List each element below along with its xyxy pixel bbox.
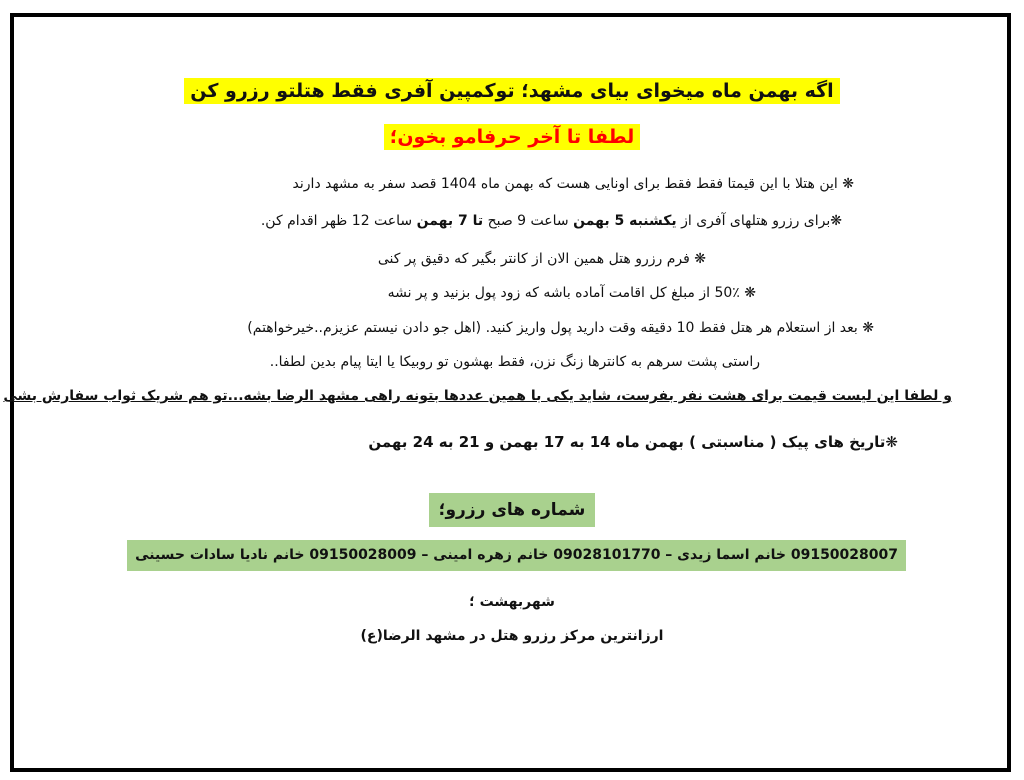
headline: اگه بهمن ماه میخوای بیای مشهد؛ توکمپین آفری فقط هتلتو رزرو کن [184,78,839,104]
footer-tagline: ارزانترین مرکز رزرو هتل در مشهد الرضا(ع) [360,628,664,644]
subheadline-row [0,126,1024,149]
share-request: و لطفا این لیست قیمت برای هشت نفر بفرست، شاید یکی با همین عددها بتونه راهی مشهد الرضا بشه...تو هم شریک ثواب سفارش بشی [3,388,952,404]
contacts-title-row [0,500,1024,520]
bullet-1: ❋ این هتلا با این قیمتا فقط فقط برای اونایی هست که بهمن ماه 1404 قصد سفر به مشهد دارند [292,176,854,192]
headline-row [0,80,1024,103]
bullet-4: ❋ 50٪ از مبلغ کل اقامت آماده باشه که زود پول بزنید و پر نشه [387,285,756,301]
bullet-2-end-day: تا 7 بهمن [416,213,484,229]
bullet-2-start-day: یکشنبه 5 بهمن [573,213,677,229]
bullet-2-time: ساعت 9 صبح [487,213,569,229]
footer-brand: شهربهشت ؛ [469,594,555,610]
subheadline: لطفا تا آخر حرفامو بخون؛ [384,124,641,150]
bullet-6: راستی پشت سرهم به کانترها زنگ نزن، فقط بهشون تو روبیکا یا ایتا پیام بدین لطفا.. [269,354,760,370]
bullet-2-suffix: ساعت 12 ظهر اقدام کن. [260,213,413,229]
contacts-list: 09150028007 خانم اسما زیدی – 09028101770 خانم زهره امینی – 09150028009 خانم نادیا سادات حسینی [127,540,906,571]
bullet-2 [261,213,842,230]
peak-dates: ❋تاریخ های پیک ( مناسبتی ) بهمن ماه 14 به 17 بهمن و 21 به 24 بهمن [368,433,898,451]
contacts-row [127,540,906,571]
bullet-5: ❋ بعد از استعلام هر هتل فقط 10 دقیقه وقت دارید پول واریز کنید. (اهل جو دادن نیستم عزیزم..خیرخواهتم) [247,320,874,336]
bullet-3: ❋ فرم رزرو هتل همین الان از کانتر بگیر که دقیق پر کنی [377,251,706,267]
bullet-2-prefix: ❋برای رزرو هتلهای آفری از [681,213,842,229]
contacts-title: شماره های رزرو؛ [429,493,596,527]
